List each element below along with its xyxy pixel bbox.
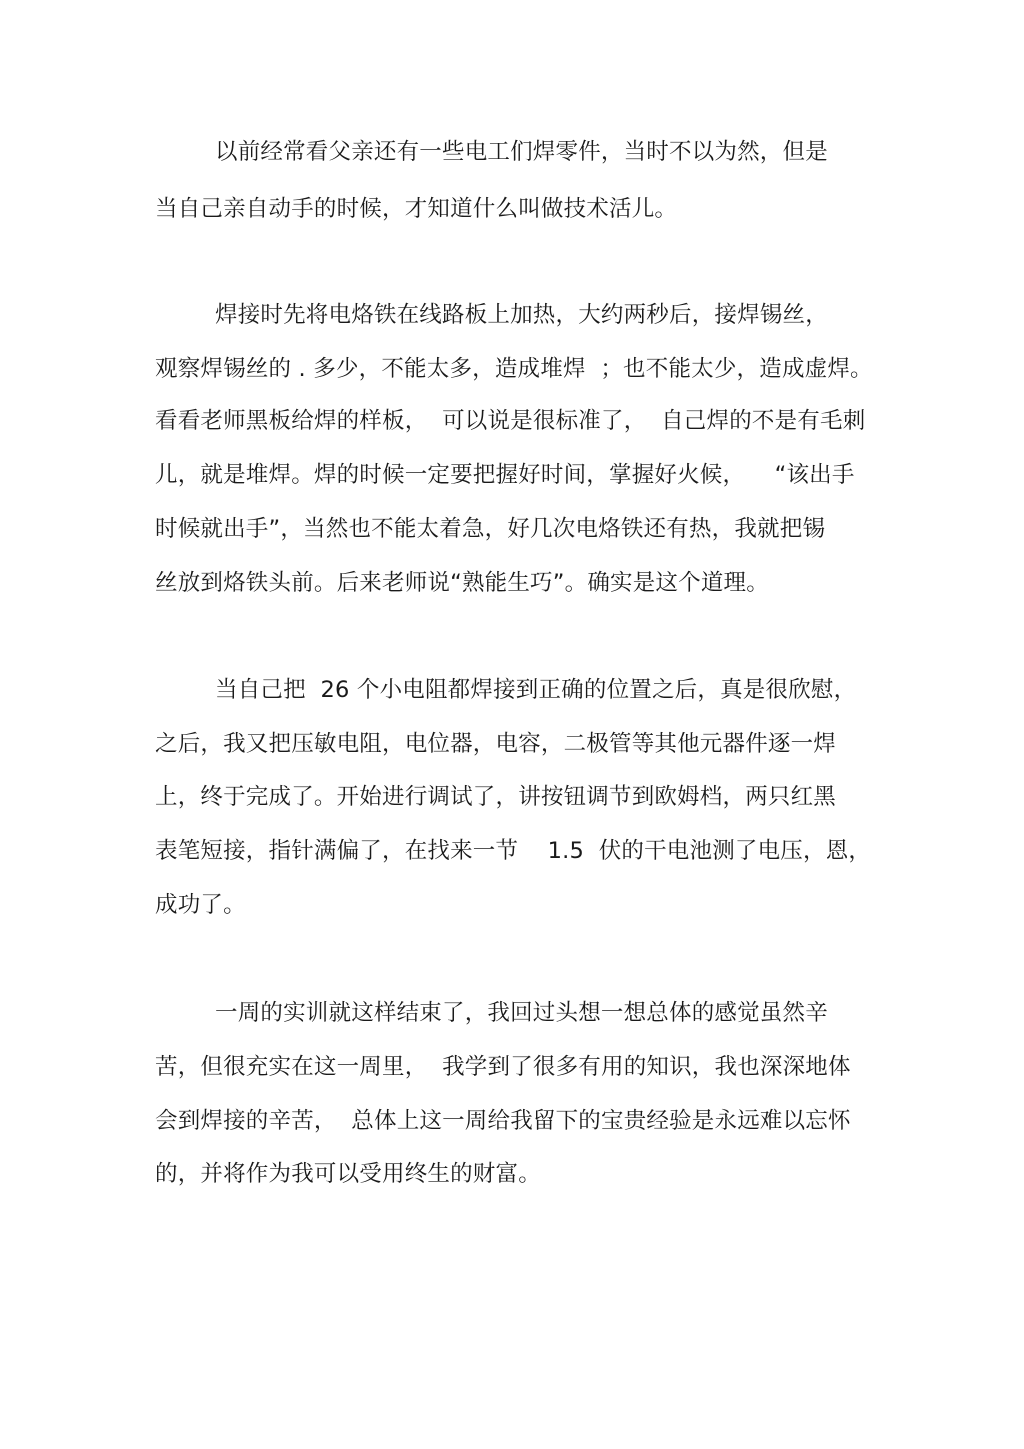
paragraph-2-line-3: 看看老师黑板给焊的样板， 可以说是很标准了， 自己焊的不是有毛刺 bbox=[155, 408, 866, 434]
paragraph-3-line-1: 当自己把 26 个小电阻都焊接到正确的位置之后，真是很欣慰， bbox=[215, 677, 857, 703]
paragraph-2-line-1: 焊接时先将电烙铁在线路板上加热，大约两秒后，接焊锡丝， bbox=[215, 302, 828, 328]
paragraph-4-line-1: 一周的实训就这样结束了，我回过头想一想总体的感觉虽然辛 bbox=[215, 1000, 828, 1026]
paragraph-4-line-2: 苦，但很充实在这一周里， 我学到了很多有用的知识，我也深深地体 bbox=[155, 1054, 851, 1080]
paragraph-3-line-2: 之后，我又把压敏电阻，电位器，电容，二极管等其他元器件逐一焊 bbox=[155, 731, 837, 757]
paragraph-1-line-2: 当自己亲自动手的时候，才知道什么叫做技术活儿。 bbox=[155, 196, 678, 222]
paragraph-2-line-4: 儿，就是堆焊。焊的时候一定要把握好时间，掌握好火候， “该出手 bbox=[155, 462, 855, 488]
paragraph-4-line-4: 的，并将作为我可以受用终生的财富。 bbox=[155, 1161, 541, 1187]
paragraph-2-line-5: 时候就出手”，当然也不能太着急，好几次电烙铁还有热，我就把锡 bbox=[155, 516, 826, 542]
paragraph-1-line-1: 以前经常看父亲还有一些电工们焊零件，当时不以为然，但是 bbox=[215, 139, 828, 165]
paragraph-3-line-5: 成功了。 bbox=[155, 892, 246, 918]
paragraph-3-line-4: 表笔短接，指针满偏了，在找来一节 1.5 伏的干电池测了电压，恩， bbox=[155, 838, 872, 864]
paragraph-2-line-2: 观察焊锡丝的 . 多少，不能太多，造成堆焊 ；也不能太少，造成虚焊。 bbox=[155, 356, 873, 382]
paragraph-2-line-6: 丝放到烙铁头前。后来老师说“熟能生巧”。确实是这个道理。 bbox=[155, 570, 769, 596]
paragraph-3-line-3: 上，终于完成了。开始进行调试了，讲按钮调节到欧姆档，两只红黑 bbox=[155, 784, 837, 810]
paragraph-4-line-3: 会到焊接的辛苦， 总体上这一周给我留下的宝贵经验是永远难以忘怀 bbox=[155, 1108, 851, 1134]
